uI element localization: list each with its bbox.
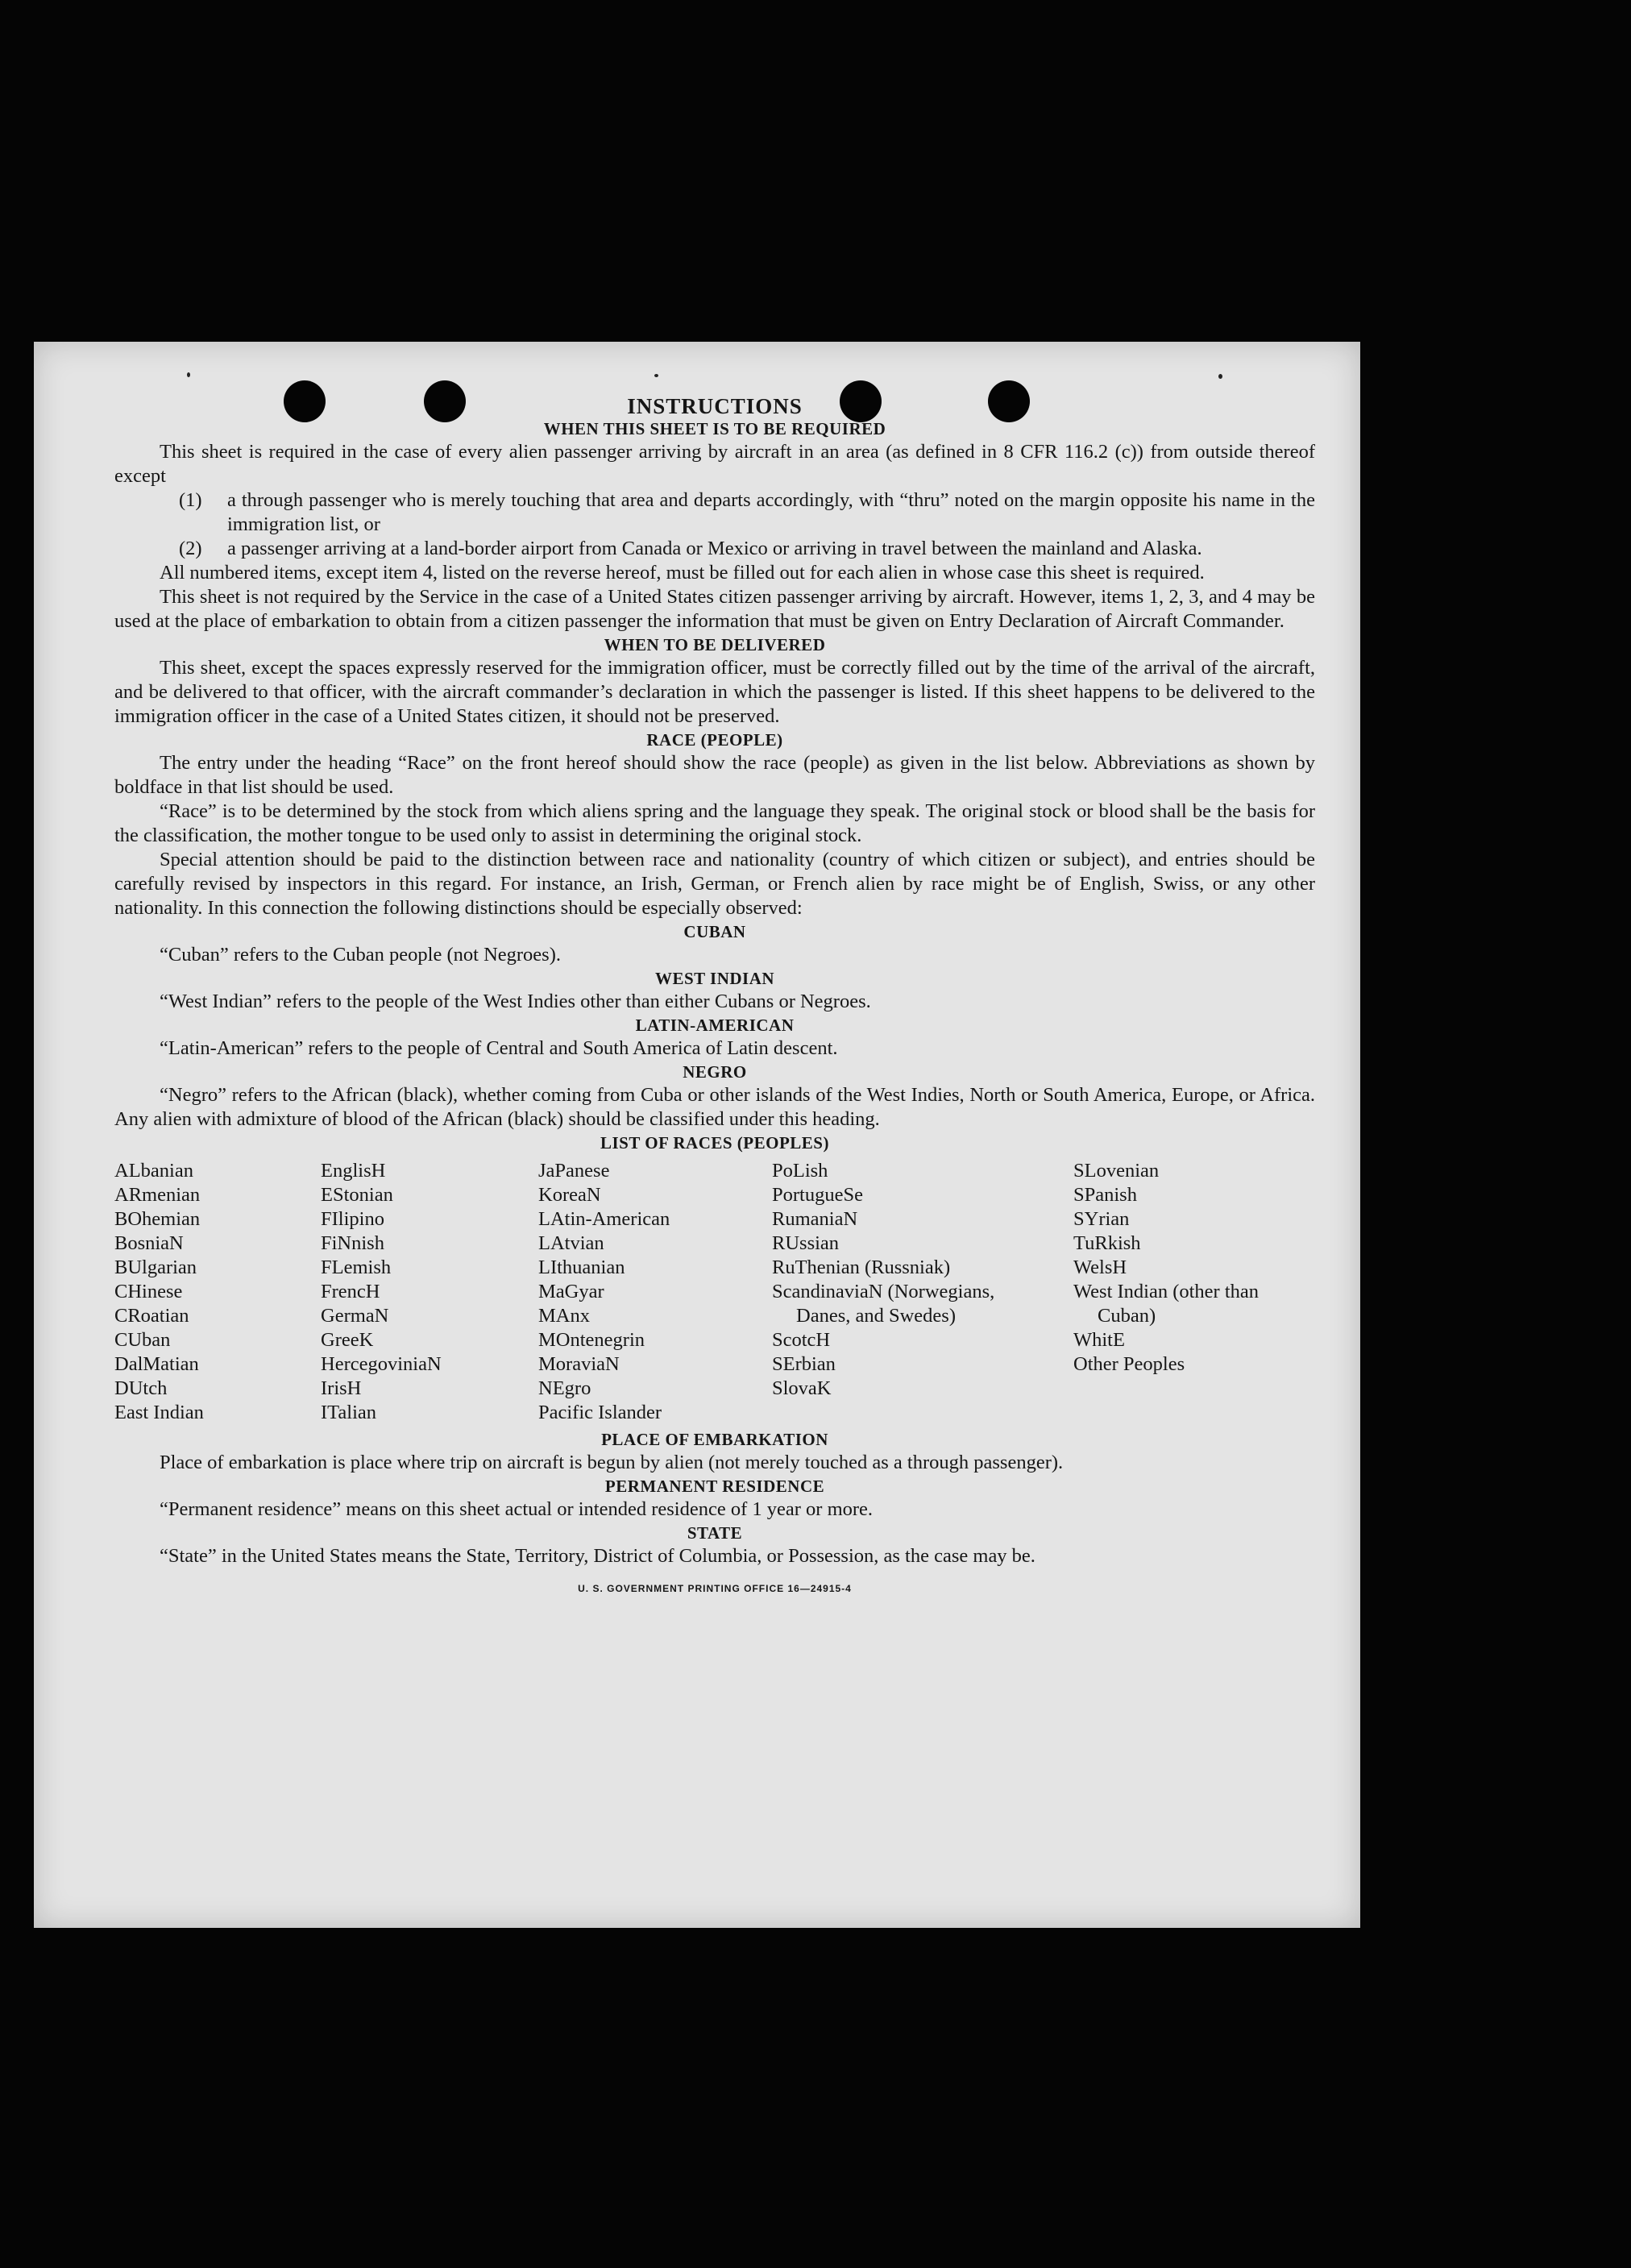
race-entry: ScandinaviaN (Norwegians, Danes, and Swedes) [772, 1281, 995, 1327]
race-entry: LAtvian [538, 1232, 604, 1254]
section-heading: CUBAN [683, 922, 746, 941]
race-entry: FLemish [321, 1257, 392, 1278]
speck [187, 372, 190, 377]
race-entry: MOntenegrin [538, 1329, 645, 1351]
races-list [114, 1159, 1315, 1425]
paragraph: The entry under the heading “Race” on the front hereof should show the race (people) as given in the list below. Abbreviations as shown by boldface in that list should be used. [114, 752, 1315, 798]
paragraph: This sheet is required in the case of every alien passenger arriving by aircraft in an area (as defined in 8 CFR 116.2 (c)) from outside thereof except [114, 441, 1315, 487]
section-heading: STATE [687, 1523, 743, 1543]
race-entry: MaGyar [538, 1281, 604, 1302]
race-entry: RuThenian (Russniak) [772, 1257, 951, 1278]
race-entry: CUban [114, 1329, 171, 1351]
race-entry: DUtch [114, 1377, 168, 1399]
race-entry: ARmenian [114, 1184, 201, 1206]
race-entry: SPanish [1073, 1184, 1137, 1206]
paragraph: Special attention should be paid to the distinction between race and nationality (country of which citizen or subject), and entries should be carefully revised by inspectors in this regard. For instance, an Irish, German, or French alien by race might be of English, Swiss, or any other nationality. In this connection the following distinctions should be especially observed: [114, 849, 1315, 919]
race-entry: DalMatian [114, 1353, 199, 1375]
race-entry: CRoatian [114, 1305, 189, 1327]
race-entry: MAnx [538, 1305, 590, 1327]
race-entry: PortugueSe [772, 1184, 863, 1206]
list-item [114, 537, 1315, 561]
race-entry: BOhemian [114, 1208, 201, 1230]
paragraph: All numbered items, except item 4, listed on the reverse hereof, must be filled out for each alien in whose case this sheet is required. [160, 562, 1205, 584]
race-entry: FrencH [321, 1281, 380, 1302]
printer-imprint: U. S. GOVERNMENT PRINTING OFFICE 16—24915-4 [578, 1583, 852, 1594]
race-entry: FiNnish [321, 1232, 384, 1254]
section-heading: LATIN-AMERICAN [635, 1016, 795, 1035]
section-heading: RACE (PEOPLE) [646, 730, 783, 750]
race-entry: SYrian [1073, 1208, 1130, 1230]
race-entry: GreeK [321, 1329, 374, 1351]
paragraph: “West Indian” refers to the people of the West Indies other than either Cubans or Negroes. [160, 991, 871, 1012]
race-entry: WhitE [1073, 1329, 1125, 1351]
paragraph: “Race” is to be determined by the stock from which aliens spring and the language they speak. The original stock or blood shall be the basis for the classification, the mother tongue to be used only to assist in determining the original stock. [114, 800, 1315, 846]
races-column [321, 1159, 538, 1425]
document-page [34, 342, 1360, 1928]
item-number: (1) [179, 489, 202, 511]
races-column [1073, 1159, 1315, 1425]
race-entry: RUssian [772, 1232, 840, 1254]
race-entry: GermaN [321, 1305, 389, 1327]
section-heading: PERMANENT RESIDENCE [604, 1477, 825, 1496]
race-entry: Other Peoples [1073, 1353, 1185, 1375]
race-entry: East Indian [114, 1402, 204, 1423]
race-entry: NEgro [538, 1377, 591, 1399]
section-heading: WHEN THIS SHEET IS TO BE REQUIRED [543, 419, 886, 438]
race-entry: FIlipino [321, 1208, 384, 1230]
paragraph: “Negro” refers to the African (black), whether coming from Cuba or other islands of the West Indies, North or South America, Europe, or Africa. Any alien with admixture of blood of the African (black) should be classified under this heading. [114, 1084, 1315, 1130]
section-heading: WEST INDIAN [654, 969, 775, 988]
races-column [538, 1159, 772, 1425]
race-entry: ITalian [321, 1402, 377, 1423]
item-text: a through passenger who is merely touching that area and departs accordingly, with “thru” noted on the margin opposite his name in the immigration list, or [227, 489, 1315, 535]
section-heading: LIST OF RACES (PEOPLES) [600, 1133, 829, 1153]
race-entry: SlovaK [772, 1377, 832, 1399]
speck [1218, 374, 1222, 379]
race-entry: BosniaN [114, 1232, 184, 1254]
race-entry: KoreaN [538, 1184, 601, 1206]
race-entry: IrisH [321, 1377, 362, 1399]
race-entry: HercegoviniaN [321, 1353, 442, 1375]
races-column [114, 1159, 321, 1425]
race-entry: CHinese [114, 1281, 183, 1302]
page-title: INSTRUCTIONS [627, 394, 803, 418]
race-entry: BUlgarian [114, 1257, 197, 1278]
races-column [772, 1159, 1073, 1425]
race-entry: WelsH [1073, 1257, 1127, 1278]
section-heading: PLACE OF EMBARKATION [601, 1430, 828, 1449]
paragraph: This sheet is not required by the Service in the case of a United States citizen passenger arriving by aircraft. However, items 1, 2, 3, and 4 may be used at the place of embarkation to obtain from a citizen passenger the information that must be given on Entry Declaration of Aircraft Commander. [114, 586, 1315, 632]
race-entry: RumaniaN [772, 1208, 858, 1230]
paragraph: “Latin-American” refers to the people of Central and South America of Latin descent. [160, 1037, 838, 1059]
race-entry: West Indian (other than Cuban) [1073, 1281, 1260, 1327]
section-heading: WHEN TO BE DELIVERED [604, 635, 826, 654]
item-number: (2) [179, 538, 202, 559]
instructions-text [114, 395, 1315, 1601]
list-item [114, 488, 1315, 537]
race-entry: TuRkish [1073, 1232, 1141, 1254]
race-entry: LIthuanian [538, 1257, 625, 1278]
section-heading: NEGRO [683, 1062, 747, 1082]
race-entry: EStonian [321, 1184, 393, 1206]
race-entry: ScotcH [772, 1329, 831, 1351]
race-entry: ALbanian [114, 1160, 193, 1182]
item-text: a passenger arriving at a land-border airport from Canada or Mexico or arriving in travel between the mainland and Alaska. [227, 538, 1202, 559]
race-entry: PoLish [772, 1160, 828, 1182]
race-entry: LAtin-American [538, 1208, 670, 1230]
paragraph: “Cuban” refers to the Cuban people (not Negroes). [160, 944, 561, 966]
paragraph: This sheet, except the spaces expressly reserved for the immigration officer, must be correctly filled out by the time of the arrival of the aircraft, and be delivered to that officer, with the aircraft commander’s declaration in which the passenger is listed. If this sheet happens to be delivered to the immigration officer in the case of a United States citizen, it should not be preserved. [114, 657, 1315, 727]
race-entry: JaPanese [538, 1160, 610, 1182]
race-entry: SErbian [772, 1353, 836, 1375]
paragraph: “Permanent residence” means on this sheet actual or intended residence of 1 year or more. [160, 1498, 874, 1520]
speck [654, 374, 658, 377]
race-entry: EnglisH [321, 1160, 386, 1182]
race-entry: Pacific Islander [538, 1402, 662, 1423]
paragraph: Place of embarkation is place where trip on aircraft is begun by alien (not merely touched as a through passenger). [160, 1452, 1064, 1473]
race-entry: SLovenian [1073, 1160, 1160, 1182]
race-entry: MoraviaN [538, 1353, 620, 1375]
paragraph: “State” in the United States means the State, Territory, District of Columbia, or Possession, as the case may be. [160, 1545, 1035, 1567]
